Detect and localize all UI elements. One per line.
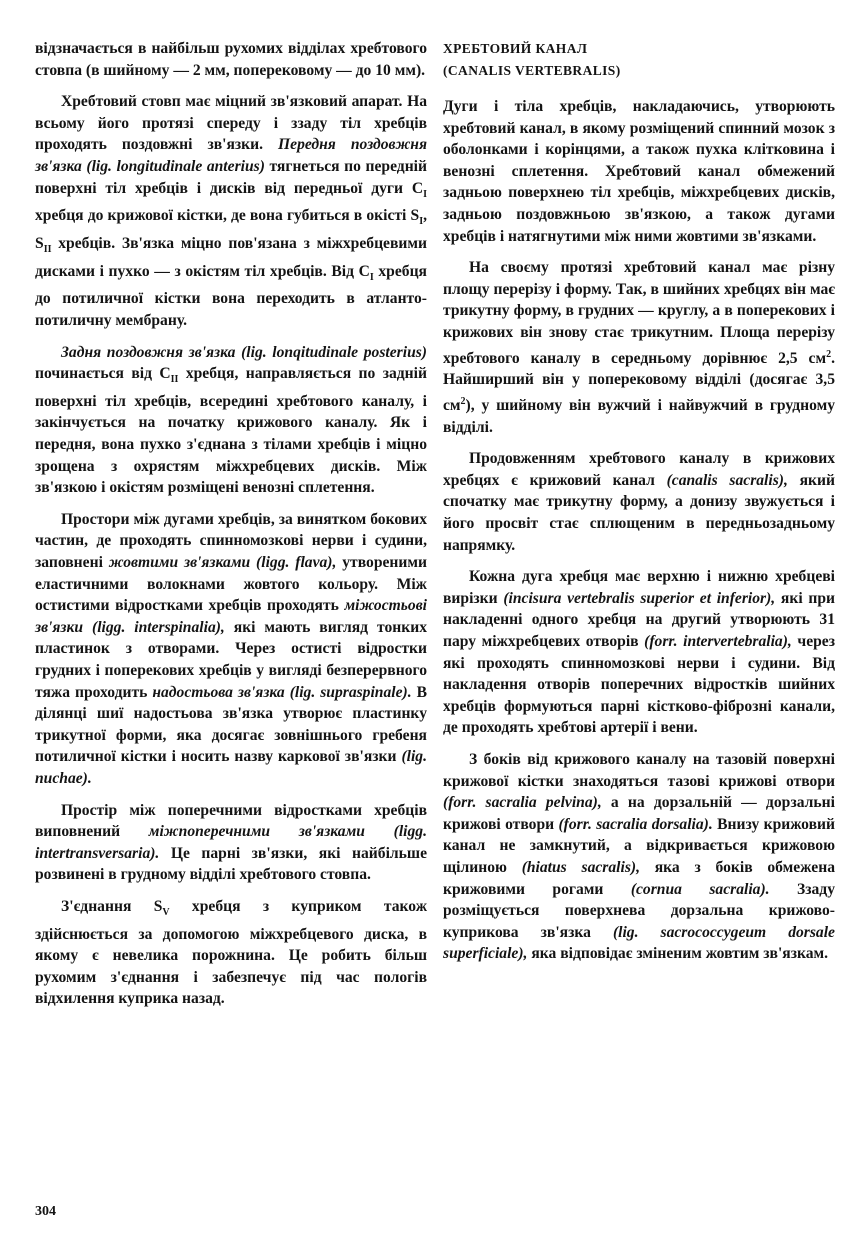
text-run: . Найширший він у поперековому відділі (досягає 3,5 см <box>443 349 835 415</box>
latin-term: (forr. sacralia dorsalia). <box>558 815 713 833</box>
paragraph <box>443 566 835 739</box>
paragraph <box>35 38 427 81</box>
vertebra-index: II <box>43 244 52 256</box>
text-run: через які проходять спинномозкові нерви і судини. Від накладення отворів поперечних відростків шийних хребців формуються парні кістково-фіброзні канали, де проходять хребтові артерії і вени. <box>443 633 835 737</box>
latin-term: (forr. sacralia pelvina), <box>443 794 602 812</box>
text-run: який спочатку має трикутну форму, а донизу звужується і його просвіт стає сплющеним в передньозадньому напрямку. <box>443 471 835 554</box>
paragraph <box>443 749 835 965</box>
text-run: хребців. Зв'язка міцно пов'язана з міжхребцевими дисками і пухко — з окістям тіл хребців. Від C <box>35 234 427 280</box>
vertebra-index: II <box>170 374 179 386</box>
text-run: Дуги і тіла хребців, накладаючись, утворюють хребтовий канал, в якому розміщений спинний мозок з оболонками і корінцями, а також пухка клітковина і венозні сплетення. Хребтовий канал обмежений задньою поверхнею тіл хребців, міжхребцевих дисків, задньою поздовжньою зв'язкою, а також дугами хребців і натягнутими між ними жовтими зв'язками. <box>443 98 835 245</box>
latin-term: (forr. intervertebralia), <box>644 633 792 651</box>
text-run: починається від C <box>35 365 171 383</box>
vertebra-index: I <box>419 216 424 228</box>
text-run: Кожна дуга хребця має верхню і нижню хребцеві вирізки <box>443 568 835 607</box>
text-run: В ділянці шиї надостьова зв'язка утворює пластинку трикутної форми, яка досягає зовнішнього гребеня потиличної кістки і носить назву каркової зв'язки <box>35 683 427 766</box>
latin-term: (lig. sacrococcygeum dorsale superficiale), <box>443 923 835 963</box>
text-run: хребця, направляється по задній поверхні тіл хребців, всередині хребтового каналу, і закінчується на початку крижового каналу. Як і передня, вона пухко з'єднана з тілами хребців і міцно зрощена з охрястям міжхребцевих дисків. Між зв'язкою і окістям розміщені венозні сплетення. <box>35 365 427 497</box>
right-column-body <box>443 96 835 965</box>
text-run: Простір між поперечними відростками хребців виповнений <box>35 801 427 841</box>
vertebra-index: I <box>423 188 427 200</box>
text-run: На своєму протязі хребтовий канал має різну площу перерізу і форму. Так, в шийних хребцях він має трикутну форму, в грудних — круглу, а в поперекових і крижових він знову стає трикутним. Площа перерізу хребтового каналу в середньому дорівнює 2,5 см <box>443 259 835 367</box>
text-run: які при накладенні одного хребця на другий утворюють 31 пару міжхребцевих отворів <box>443 589 835 651</box>
latin-term: (lig. nuchae). <box>35 748 427 787</box>
latin-term: Передня поздовжня зв'язка (lig. longitudinale anterius) <box>35 136 427 175</box>
text-run: відзначається в найбільш рухомих відділах хребтового стовпа (в шийному — 2 мм, поперековому — до 10 мм). <box>35 40 427 79</box>
latin-term: міжостьові зв'язки (ligg. interspinalia), <box>35 597 427 636</box>
text-run: Внизу крижовий канал не замкнутий, а відкривається крижовою щілиною <box>443 815 835 876</box>
section-heading <box>443 38 835 82</box>
latin-term: надостьова зв'язка (lig. supraspinale). <box>152 683 412 701</box>
text-run: Ззаду розміщується поверхнева дорзальна крижово-куприкова зв'язка <box>443 880 835 941</box>
text-run: хребця з куприком також здійснюється за допомогою міжхребцевого диска, в якому є невелика порожнина. Це робить більш рухомим з'єднання і забезпечує під час пологів відхилення куприка назад. <box>35 897 427 1008</box>
text-run: ), у шийному він вужчий і найвужчий в грудному відділі. <box>443 397 835 436</box>
text-run: тягнеться по передній поверхні тіл хребців і дисків від передньої дуги C <box>35 157 428 197</box>
text-run: а на дорзальній — дорзальні крижові отвори <box>443 794 835 833</box>
section-heading-title: ХРЕБТОВИЙ КАНАЛ <box>443 41 588 56</box>
latin-term: (cornua sacralia). <box>630 880 770 898</box>
paragraph <box>35 342 427 499</box>
paragraph <box>443 448 835 556</box>
latin-term: Задня поздовжня зв'язка (lig. lonqitudinale posterius) <box>61 343 427 361</box>
paragraph <box>35 509 427 790</box>
text-run: З боків від крижового каналу на тазовій поверхні крижової кістки знаходяться тазові крижові отвори <box>443 751 835 790</box>
text-run: Продовженням хребтового каналу в крижових хребцях є крижовий канал <box>443 450 835 489</box>
paragraph <box>35 896 427 1010</box>
text-run: яка з боків обмежена крижовими рогами <box>443 858 835 898</box>
text-run: Простори між дугами хребців, за винятком бокових частин, де проходять спинномозкові нерви і судини, заповнені <box>35 510 427 572</box>
left-column <box>35 38 427 1020</box>
section-heading-latin: (CANALIS VERTEBRALIS) <box>443 63 621 78</box>
vertebra-index: I <box>369 271 374 283</box>
text-run: хребця до потиличної кістки вона переходить в атланто-потиличну мембрану. <box>35 262 427 329</box>
paragraph <box>443 96 835 247</box>
text-run: хребця до крижової кістки, де вона губиться в окісті S <box>35 207 420 225</box>
latin-term: міжпоперечними зв'язками (ligg. intertransversaria). <box>35 823 427 862</box>
paragraph <box>35 800 427 886</box>
right-column <box>443 38 835 975</box>
page-number: 304 <box>35 1204 56 1219</box>
vertebra-index: V <box>162 907 170 919</box>
text-run: Хребтовий стовп має міцний зв'язковий апарат. На всьому його протязі спереду і ззаду тіл хребців проходять поздовжні зв'язки. <box>35 93 427 154</box>
latin-term: (incisura vertebralis superior et inferior), <box>503 589 776 607</box>
text-run: , S <box>35 207 427 252</box>
text-run: утвореними еластичними волокнами жовтого кольору. Між остистими відростками хребців проходять <box>35 554 427 615</box>
latin-term: жовтими зв'язками (ligg. flava), <box>108 554 337 572</box>
text-run: які мають вигляд тонких пластинок з отворами. Через остисті відростки грудних і поперекових хребців у вигляді безперервного тяжа проходить <box>35 618 427 701</box>
text-run: Це парні зв'язки, які найбільше розвинені в грудному відділі хребтового стовпа. <box>35 844 427 884</box>
paragraph <box>443 257 835 438</box>
latin-term: (hiatus sacralis), <box>521 858 640 876</box>
unit-exponent: 2 <box>460 395 466 407</box>
latin-term: (canalis sacralis), <box>666 471 788 489</box>
text-run: З'єднання S <box>61 897 163 915</box>
text-run: яка відповідає зміненим жовтим зв'язкам. <box>527 945 829 963</box>
unit-exponent: 2 <box>826 348 832 360</box>
paragraph <box>35 91 427 331</box>
